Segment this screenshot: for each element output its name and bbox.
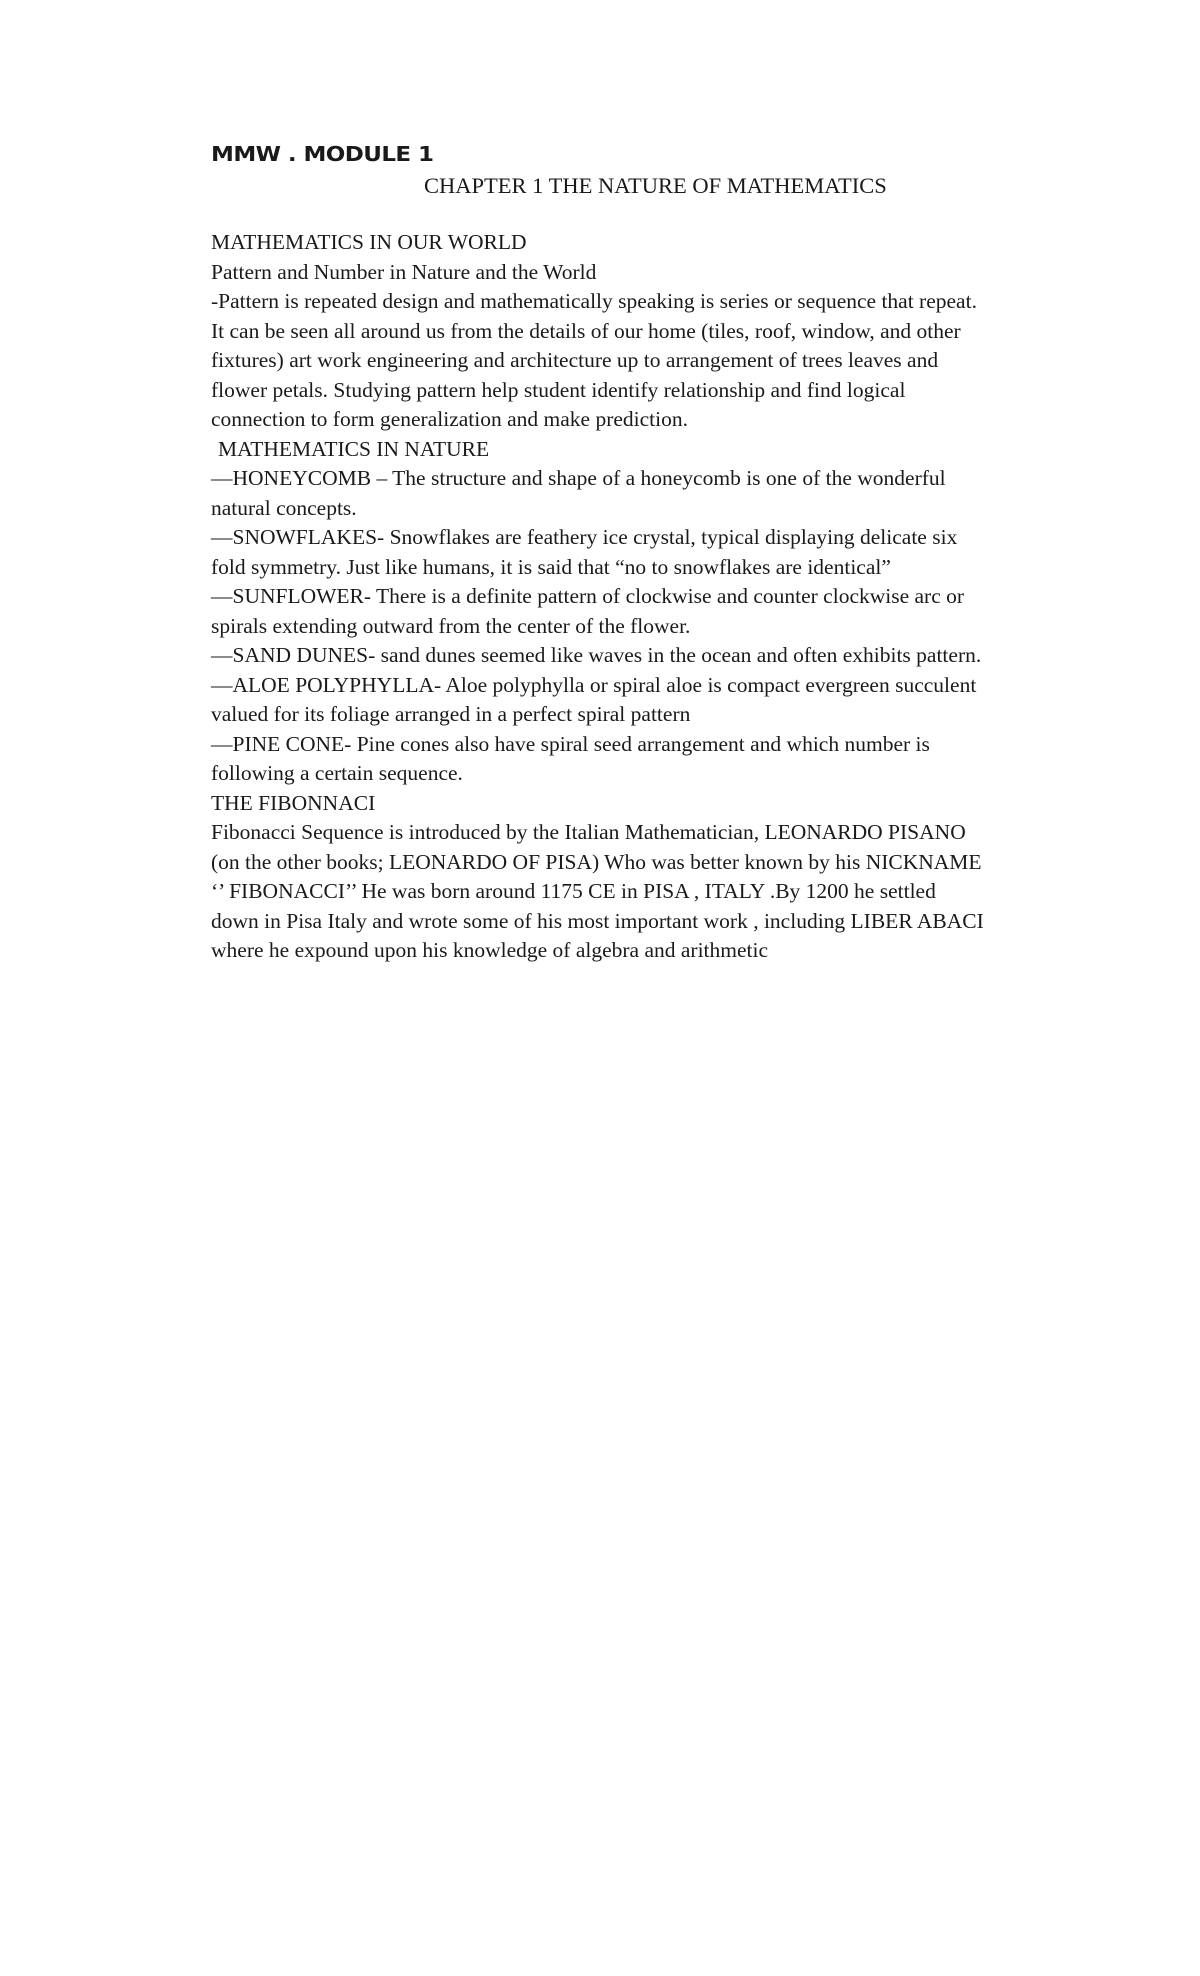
list-item-continuation: spirals extending outward from the center of the flower. [211, 613, 691, 638]
paragraph-line: fixtures) art work engineering and architecture up to arrangement of trees leaves and [211, 348, 939, 372]
list-item-pine-cone: —PINE CONE- Pine cones also have spiral seed arrangement and which number is [211, 731, 930, 756]
paragraph-line: Fibonacci Sequence is introduced by the Italian Mathematician, LEONARDO PISANO [211, 820, 966, 844]
section-heading-fibonacci: THE FIBONNACI [211, 790, 376, 815]
list-item-aloe-polyphylla: —ALOE POLYPHYLLA- Aloe polyphylla or spiral aloe is compact evergreen succulent [211, 672, 977, 697]
body-text [211, 228, 1091, 966]
paragraph-line: down in Pisa Italy and wrote some of his most important work , including LIBER ABACI [211, 908, 984, 933]
paragraph-line: -Pattern is repeated design and mathematically speaking is series or sequence that repeat. [211, 289, 977, 313]
subheading-pattern-and-number: Pattern and Number in Nature and the World [211, 259, 597, 284]
list-item-continuation: valued for its foliage arranged in a perfect spiral pattern [211, 702, 691, 726]
chapter-title: CHAPTER 1 THE NATURE OF MATHEMATICS [424, 173, 887, 198]
list-item-sunflower: —SUNFLOWER- There is a definite pattern of clockwise and counter clockwise arc or [211, 584, 965, 608]
list-item-continuation: natural concepts. [211, 495, 357, 520]
module-title: MMW . MODULE 1 [211, 142, 434, 166]
paragraph-line: flower petals. Studying pattern help student identify relationship and find logical [211, 377, 906, 402]
list-item-honeycomb: —HONEYCOMB – The structure and shape of a honeycomb is one of the wonderful [211, 466, 946, 490]
section-heading-mathematics-in-nature: MATHEMATICS IN NATURE [218, 436, 490, 461]
section-heading-mathematics-in-our-world: MATHEMATICS IN OUR WORLD [211, 230, 527, 254]
paragraph-line: (on the other books; LEONARDO OF PISA) Who was better known by his NICKNAME [211, 849, 982, 874]
list-item-continuation: fold symmetry. Just like humans, it is said that “no to snowflakes are identical” [211, 554, 891, 579]
paragraph-line: connection to form generalization and make prediction. [211, 407, 688, 431]
list-item-continuation: following a certain sequence. [211, 761, 463, 785]
paragraph-line: It can be seen all around us from the details of our home (tiles, roof, window, and other [211, 318, 961, 343]
list-item-sand-dunes: —SAND DUNES- sand dunes seemed like waves in the ocean and often exhibits pattern. [211, 643, 982, 667]
paragraph-line: where he expound upon his knowledge of algebra and arithmetic [211, 938, 769, 962]
list-item-snowflakes: —SNOWFLAKES- Snowflakes are feathery ice crystal, typical displaying delicate six [211, 525, 958, 549]
paragraph-line: ‘’ FIBONACCI’’ He was born around 1175 CE in PISA , ITALY .By 1200 he settled [211, 879, 936, 903]
